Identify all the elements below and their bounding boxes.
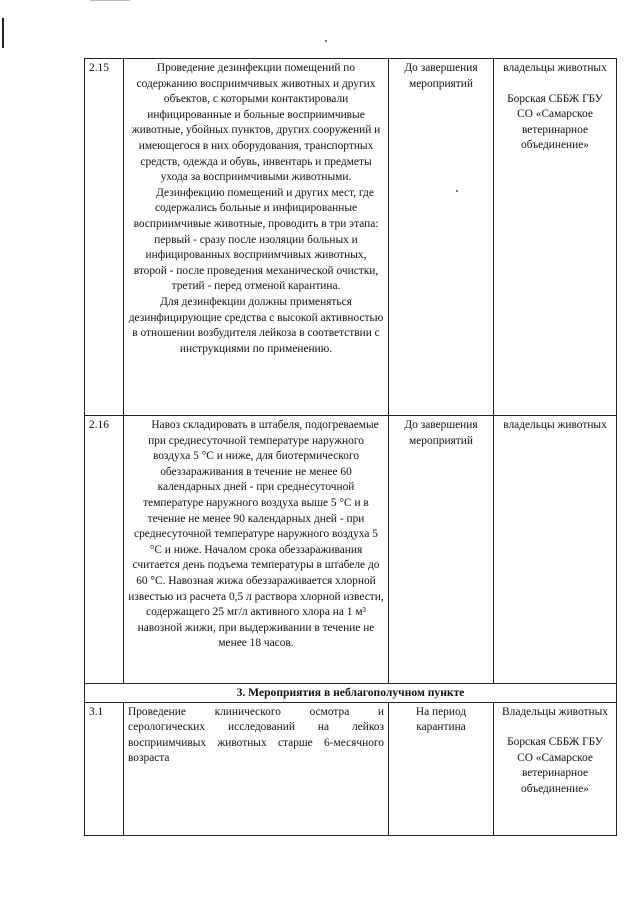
- measure-description: [124, 702, 389, 835]
- measure-responsible: [494, 702, 617, 835]
- table-row: [85, 416, 617, 684]
- responsible-line: владельцы животных: [503, 419, 607, 431]
- scan-speck: [325, 40, 327, 42]
- measure-description: [124, 416, 389, 684]
- description-paragraph: Дезинфекцию помещений и других мест, где содержались больные и инфицированные восприимчивые животные, проводить в три этапа: первый - сразу после изоляции больных и инфицированных восприимчивых животных, второй - после проведения механической очистки, третий - перед отменой карантина.: [133, 186, 379, 293]
- section-header-row: [85, 684, 617, 703]
- responsible-line: владельцы животных: [503, 62, 607, 74]
- measure-term: До завершения мероприятий: [389, 59, 494, 416]
- description-paragraph: Для дезинфекции должны применяться дезинфицирующие средства с высокой активностью в отношении возбудителя лейкоза в соответствии с инструкциями по применению.: [128, 295, 384, 355]
- measure-term: До завершения мероприятий: [389, 416, 494, 684]
- measure-responsible: [494, 416, 617, 684]
- measure-term: На период карантина: [389, 702, 494, 835]
- responsible-line: Борская СББЖ ГБУ СО «Самарское ветеринарное объединение»: [507, 736, 603, 795]
- responsible-line: Борская СББЖ ГБУ СО «Самарское ветеринарное объединение»: [507, 92, 603, 152]
- measure-description: [124, 59, 389, 416]
- description-paragraph: Навоз складировать в штабеля, подогреваемые при среднесуточной температуре наружного воздуха 5 °С и ниже, для биотермического обеззараживания в течение не менее 60 календарных дней - при среднесуточной температуре наружного воздуха выше 5 °С и в течение не менее 90 календарных дней - при среднесуточной температуре наружного воздуха 5 °С и ниже. Началом срока обеззараживания считается день подъема температуры в штабеле до 60 °С. Навозная жижа обеззараживается хлорной известью из расчета 0,5 л раствора хлорной извести, содержащего 25 мг/л активного хлора на 1 м³ навозной жижи, при выдерживании в течение не менее 18 часов.: [128, 419, 384, 650]
- table-row: [85, 59, 617, 416]
- measure-responsible: [494, 59, 617, 416]
- scan-edge-mark: [2, 18, 4, 48]
- row-number: 2.15: [85, 59, 124, 416]
- section-title: 3. Мероприятия в неблагополучном пункте: [85, 684, 617, 703]
- scan-top-line: [90, 0, 130, 1]
- row-number: 2.16: [85, 416, 124, 684]
- table-row: [85, 702, 617, 835]
- description-paragraph: Проведение клинического осмотра и серологических исследований на лейкоз восприимчивых животных старше 6-месячного возраста: [128, 705, 384, 765]
- description-paragraph: Проведение дезинфекции помещений по содержанию восприимчивых животных и других объектов, с которыми контактировали инфицированные и больные восприимчивые животные, убойных пунктов, других сооружений и имеющегося в них оборудования, транспортных средств, одежда и обувь, инвентарь и предметы ухода за восприимчивыми животными.: [131, 62, 381, 184]
- measures-table: [84, 58, 617, 836]
- responsible-line: Владельцы животных: [502, 705, 608, 718]
- row-number: 3.1: [85, 702, 124, 835]
